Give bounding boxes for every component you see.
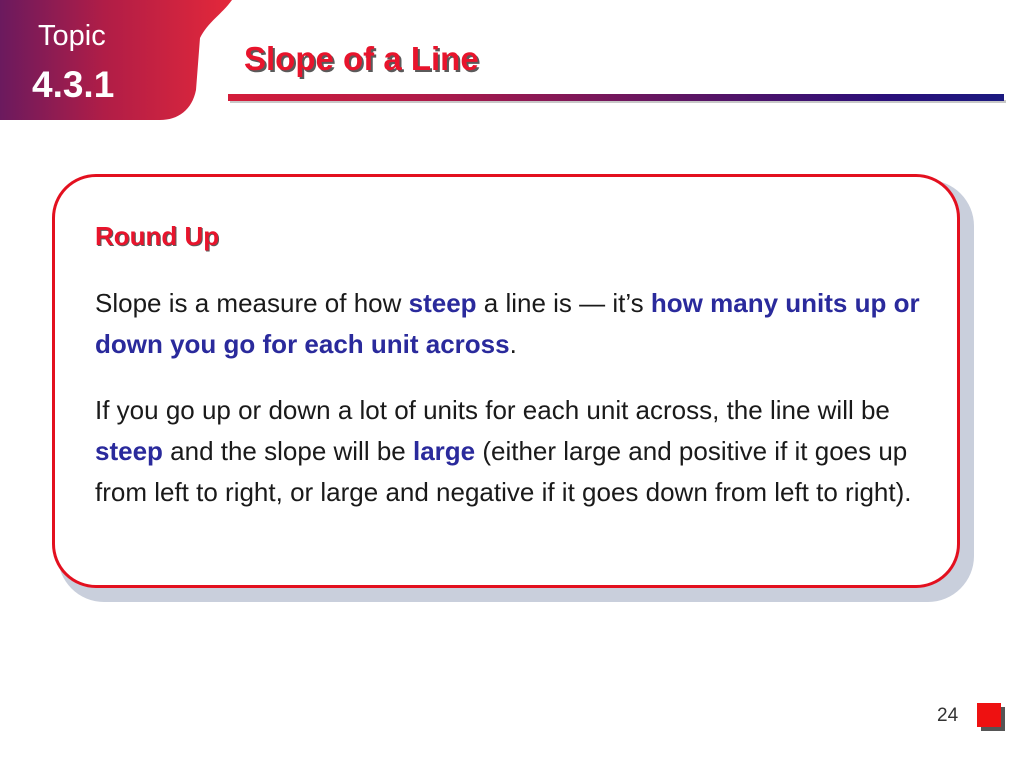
para2-highlight-steep: steep [95, 436, 163, 466]
topic-badge [0, 0, 240, 120]
card-paragraph-2 [95, 390, 945, 513]
para1-text-3: . [509, 329, 517, 359]
title-underline [228, 94, 1004, 101]
card-paragraph-1 [95, 283, 945, 365]
para2-text-1: If you go up or down a lot of units for each unit across, the line will be [95, 395, 890, 425]
para1-highlight-steep: steep [408, 288, 477, 318]
slide-title: Slope of a Line [244, 40, 479, 77]
para1-text-1: Slope is a measure of how [95, 288, 409, 318]
para1-text-2: a line is — it’s [476, 288, 651, 318]
page-number: 24 [937, 705, 959, 726]
para1-highlight-definition: how many units up or down you go for each unit across [95, 288, 920, 359]
nav-square-button[interactable] [977, 703, 1001, 727]
topic-label: Topic [38, 20, 106, 52]
card-heading: Round Up [95, 221, 220, 251]
topic-number: 4.3.1 [32, 64, 115, 105]
para2-text-2: and the slope will be [162, 436, 413, 466]
para2-highlight-large: large [412, 436, 476, 466]
para2-text-3: (either large and positive if it goes up from left to right, or large and negative if it goes down from left to right). [95, 436, 912, 507]
round-up-card [52, 174, 960, 588]
